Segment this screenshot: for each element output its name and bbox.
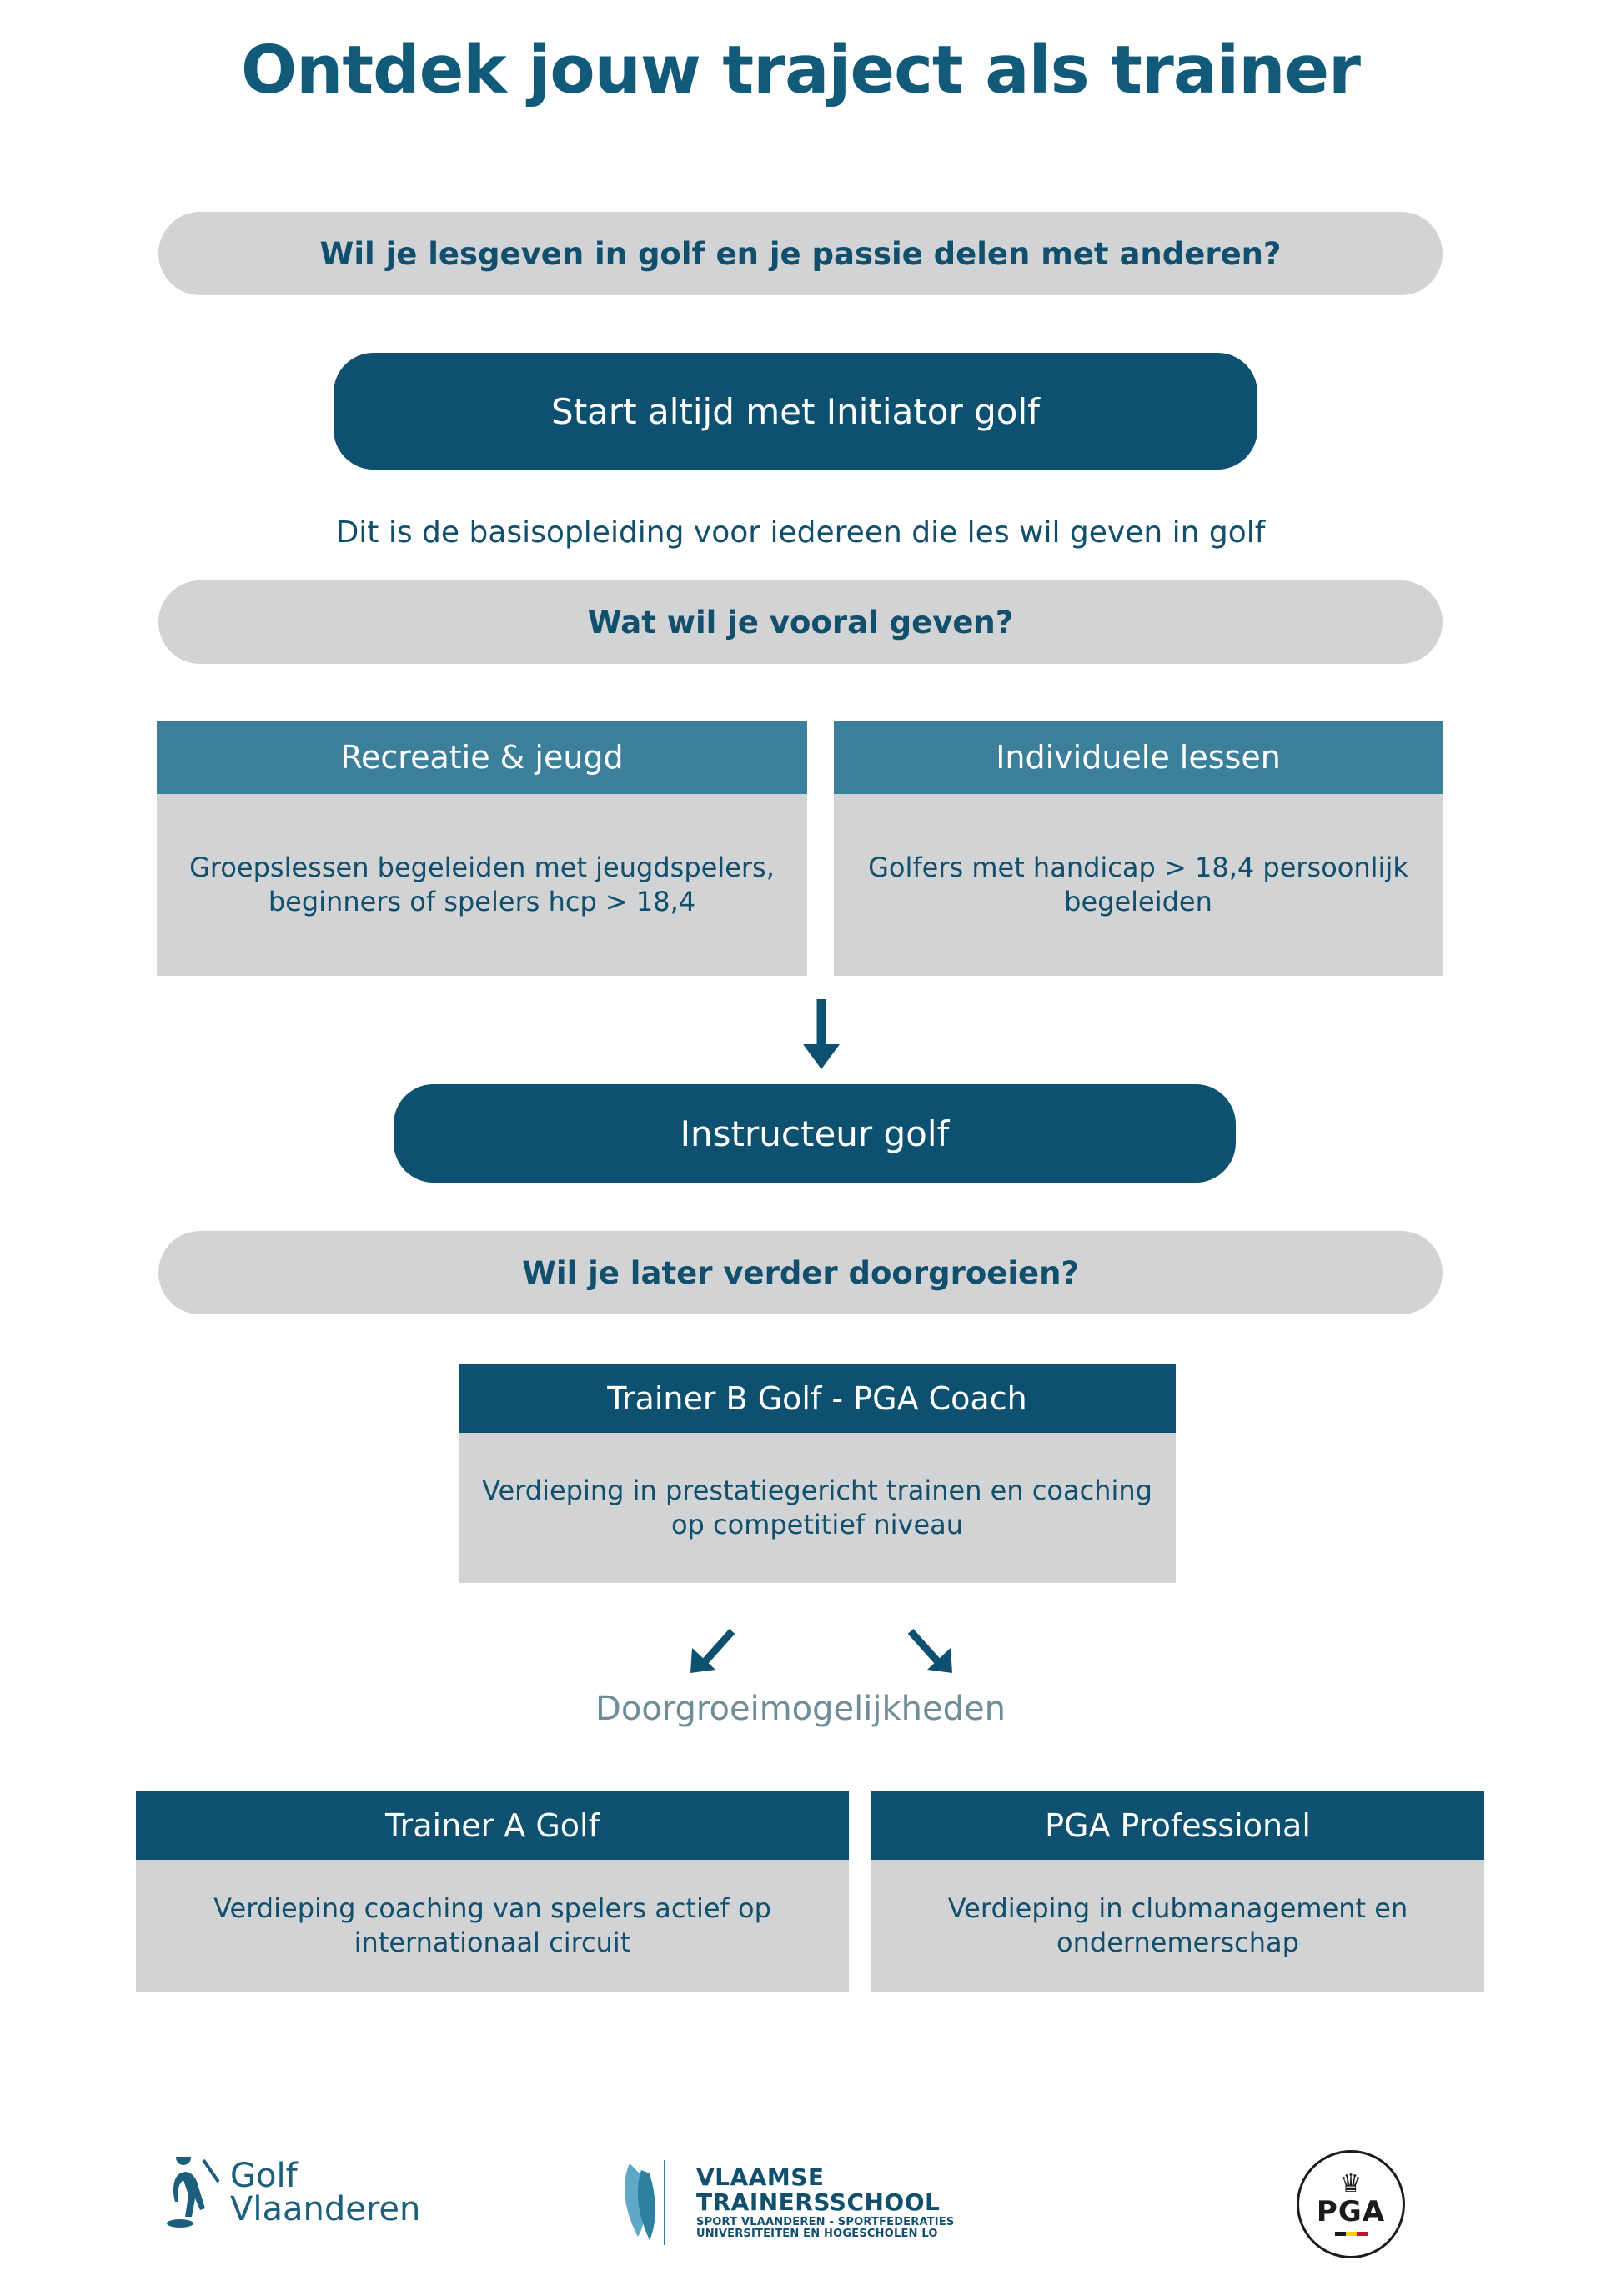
crown-icon: ♛: [1339, 2168, 1363, 2198]
vts-line2: TRAINERSSCHOOL: [696, 2188, 941, 2216]
branch-card-recreatie-jeugd-body: [157, 794, 807, 976]
infographic-page: [0, 32, 1601, 2296]
logo-vlaamse-trainersschool: [613, 2157, 954, 2248]
question-2-pill: [158, 580, 1443, 664]
question-1-pill: [158, 212, 1443, 295]
vts-emblem-icon: [613, 2157, 688, 2248]
card-trainer-b-pga-coach-body: [459, 1433, 1176, 1583]
step-initiator-golf: [334, 353, 1257, 470]
card-pga-professional-body: [871, 1860, 1484, 1992]
branch-card-recreatie-jeugd-text: Groepslessen begeleiden met jeugdspelers, beginners of spelers hcp > 18,4: [189, 852, 775, 917]
branch-card-recreatie-jeugd: [157, 721, 807, 976]
logo-golf-vlaanderen-line1: Golf: [230, 2157, 298, 2195]
arrow-down-left-icon: [684, 1625, 742, 1683]
arrow-down-right-icon: [901, 1625, 959, 1683]
logo-golf-vlaanderen-line2: Vlaanderen: [230, 2190, 421, 2228]
branch-card-individuele-lessen: [834, 721, 1443, 976]
footer-logos: [0, 2117, 1601, 2283]
pga-badge: [1297, 2150, 1405, 2258]
branch-card-individuele-lessen-body: [834, 794, 1443, 976]
question-1-label: Wil je lesgeven in golf en je passie delen met anderen?: [319, 235, 1282, 272]
growth-label-text: Doorgroeimogelijkheden: [595, 1690, 1006, 1728]
card-pga-professional-header: [871, 1791, 1484, 1860]
step-initiator-note-label: Dit is de basisopleiding voor iedereen die les wil geven in golf: [335, 515, 1266, 550]
logo-vlaamse-trainersschool-text: [696, 2165, 954, 2239]
card-trainer-a-golf-body: [136, 1860, 849, 1992]
card-trainer-b-pga-coach: [459, 1364, 1176, 1583]
arrow-down-icon: [796, 997, 846, 1073]
card-pga-professional-title: PGA Professional: [1045, 1807, 1311, 1844]
golfer-icon: [167, 2157, 225, 2228]
vts-line1: VLAAMSE: [696, 2163, 825, 2192]
question-3-label: Wil je later verder doorgroeien?: [522, 1254, 1079, 1291]
step-instructeur-golf: [394, 1084, 1236, 1183]
logo-pga: [1297, 2150, 1405, 2258]
belgian-flag-bars: [1335, 2232, 1368, 2236]
vts-line4: UNIVERSITEITEN EN HOGESCHOLEN LO: [696, 2227, 938, 2240]
branch-card-individuele-lessen-title: Individuele lessen: [996, 739, 1281, 776]
vts-line3: SPORT VLAANDEREN - SPORTFEDERATIES: [696, 2216, 955, 2229]
logo-golf-vlaanderen: [167, 2157, 420, 2228]
step-initiator-golf-label: Start altijd met Initiator golf: [551, 390, 1040, 432]
card-trainer-b-pga-coach-text: Verdieping in prestatiegericht trainen en coaching op competitief niveau: [482, 1475, 1152, 1540]
card-trainer-b-pga-coach-title: Trainer B Golf - PGA Coach: [607, 1380, 1027, 1417]
pga-label: PGA: [1316, 2194, 1386, 2228]
card-trainer-a-golf-header: [136, 1791, 849, 1860]
card-trainer-a-golf-title: Trainer A Golf: [385, 1807, 600, 1844]
step-instructeur-golf-label: Instructeur golf: [680, 1113, 950, 1154]
growth-label: [0, 1690, 1601, 1728]
page-title: Ontdek jouw traject als trainer: [240, 32, 1360, 108]
card-pga-professional-text: Verdieping in clubmanagement en ondernemerschap: [947, 1892, 1408, 1958]
question-3-pill: [158, 1231, 1443, 1314]
step-initiator-note: [133, 515, 1468, 550]
card-trainer-b-pga-coach-header: [459, 1364, 1176, 1433]
card-trainer-a-golf-text: Verdieping coaching van spelers actief op internationaal circuit: [213, 1892, 771, 1958]
branch-card-individuele-lessen-header: [834, 721, 1443, 794]
branch-card-recreatie-jeugd-title: Recreatie & jeugd: [340, 739, 624, 776]
card-pga-professional: [871, 1791, 1484, 1992]
card-trainer-a-golf: [136, 1791, 849, 1992]
question-2-label: Wat wil je vooral geven?: [587, 604, 1014, 641]
logo-golf-vlaanderen-text: [230, 2159, 420, 2226]
branch-card-individuele-lessen-text: Golfers met handicap > 18,4 persoonlijk begeleiden: [868, 852, 1408, 917]
branch-card-recreatie-jeugd-header: [157, 721, 807, 794]
